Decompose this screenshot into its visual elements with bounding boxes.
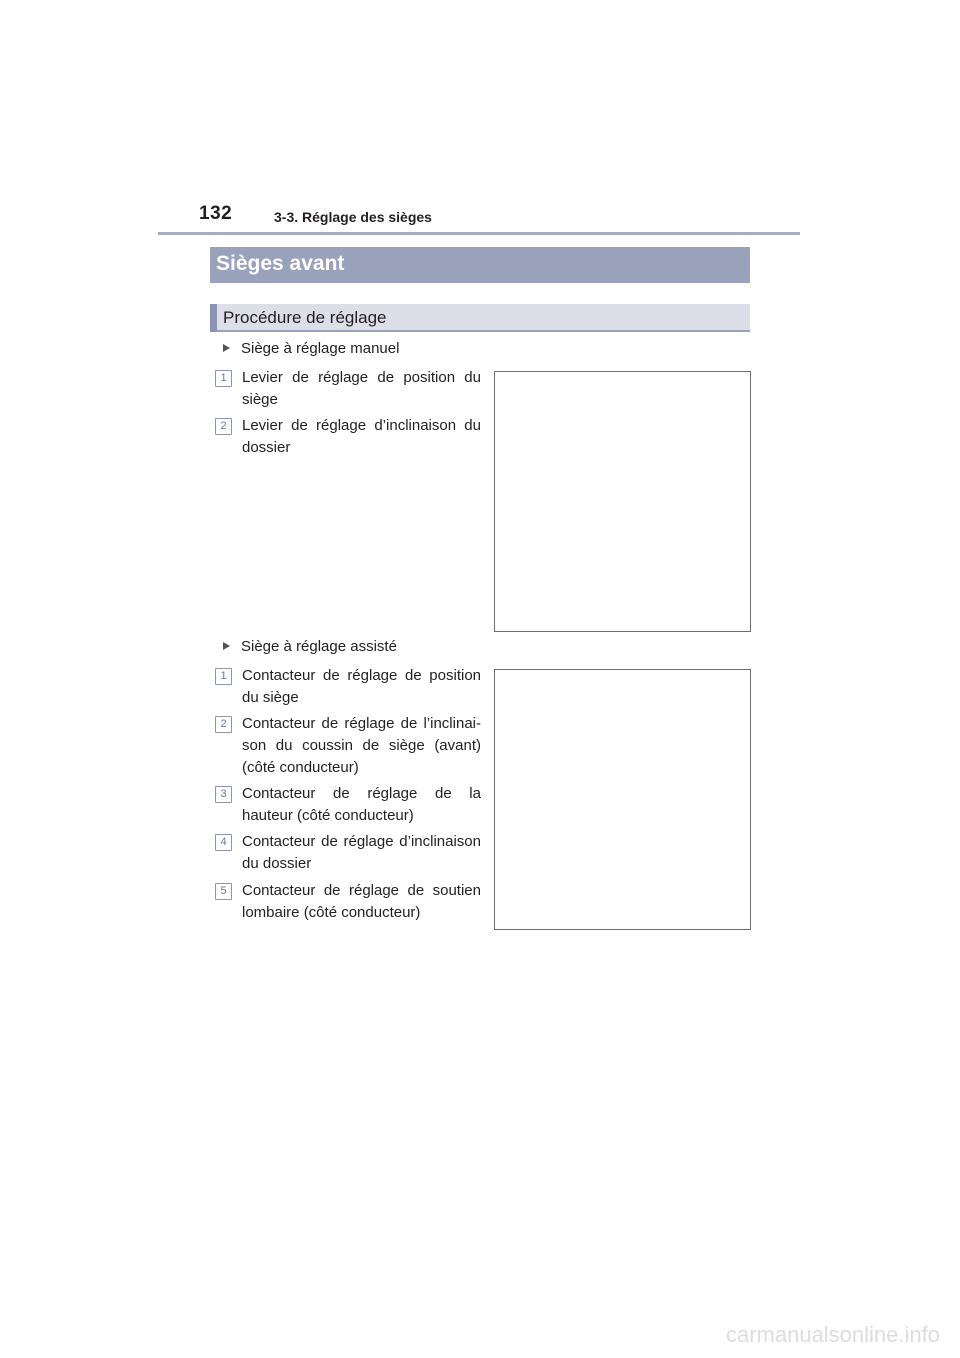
list-item	[215, 665, 481, 709]
power-seat-figure	[494, 669, 751, 930]
item-text: Levier de réglage de position du siège	[242, 369, 481, 408]
page-number: 132	[199, 203, 233, 224]
list-item	[215, 880, 481, 924]
number-badge: 5	[215, 883, 232, 900]
number-badge: 4	[215, 834, 232, 851]
list-item	[215, 831, 481, 875]
item-text: Contacteur de réglage de soutien lombaire (côté conducteur)	[242, 882, 481, 921]
subsection-title: Procédure de réglage	[223, 308, 387, 327]
section-header	[210, 247, 750, 283]
watermark: carmanualsonline.info	[725, 1322, 940, 1347]
item-text: Contacteur de réglage de l’inclinai-son du coussin de siège (avant) (côté conducteur)	[242, 715, 481, 776]
triangle-bullet-icon	[223, 344, 230, 352]
item-text: Contacteur de réglage d’inclinaison du dossier	[242, 833, 481, 872]
section-title: Sièges avant	[216, 252, 345, 275]
item-text: Contacteur de réglage de la hauteur (côté conducteur)	[242, 785, 481, 824]
list-item	[215, 415, 481, 459]
number-badge: 1	[215, 668, 232, 685]
item-text: Contacteur de réglage de position du siège	[242, 667, 481, 706]
chapter-title: 3-3. Réglage des sièges	[274, 209, 432, 225]
manual-heading	[223, 340, 399, 357]
header-rule	[158, 232, 800, 235]
list-item	[215, 713, 481, 779]
number-badge: 2	[215, 716, 232, 733]
power-heading-text: Siège à réglage assisté	[241, 638, 397, 655]
list-item	[215, 783, 481, 827]
subsection-bar	[210, 304, 217, 332]
number-badge: 2	[215, 418, 232, 435]
item-text: Levier de réglage d’inclinaison du dossier	[242, 417, 481, 456]
power-heading	[223, 638, 397, 655]
number-badge: 1	[215, 370, 232, 387]
subsection-header	[210, 304, 750, 332]
manual-seat-figure	[494, 371, 751, 632]
triangle-bullet-icon	[223, 642, 230, 650]
number-badge: 3	[215, 786, 232, 803]
manual-heading-text: Siège à réglage manuel	[241, 340, 400, 357]
list-item	[215, 367, 481, 411]
